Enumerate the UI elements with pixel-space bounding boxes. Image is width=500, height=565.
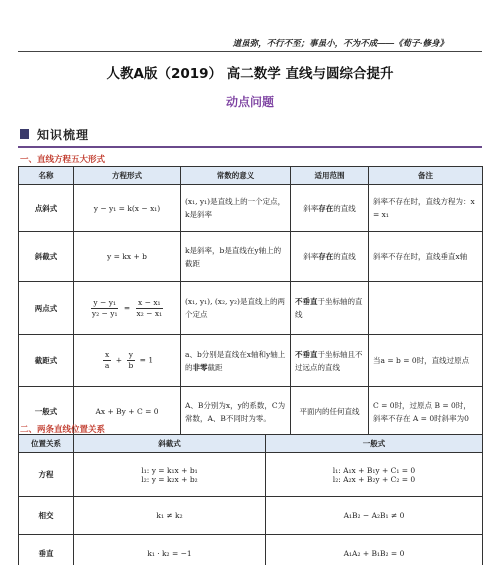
row-general: A₁A₂ + B₁B₂ = 0 — [266, 535, 483, 565]
table-row — [19, 497, 483, 535]
meaning-text: a、b分别是直线在x轴和y轴上的 — [185, 349, 286, 372]
section-divider — [18, 146, 482, 148]
row-scope — [291, 335, 369, 387]
row-name: 垂直 — [19, 535, 74, 565]
equals-one: = 1 — [139, 355, 154, 365]
scope-text: 的直线 — [333, 203, 356, 213]
table-row — [19, 232, 483, 282]
row-slope — [74, 453, 266, 497]
part2-heading: 二、两条直线位置关系 — [20, 425, 106, 435]
scope-emphasis: 存在 — [318, 252, 334, 261]
scope-text: 于坐标轴且不过远点的直线 — [295, 349, 363, 372]
equals-sign: = — [123, 303, 131, 312]
part1-heading: 一、直线方程五大形式 — [20, 155, 106, 165]
table-row — [19, 453, 483, 497]
row-name: 相交 — [19, 497, 74, 535]
general-line: l₂: A₂x + B₂y + C₂ = 0 — [332, 474, 416, 484]
section-title: 知识梳理 — [37, 127, 90, 142]
fraction-denominator: b — [128, 361, 134, 370]
column-header: 方程形式 — [74, 167, 181, 185]
fraction-numerator: x — [105, 350, 110, 359]
table-row — [19, 282, 483, 335]
fraction — [135, 298, 165, 319]
line-relations-table — [18, 434, 483, 565]
row-note: 斜率不存在时，直线方程为：x = x₁ — [369, 185, 483, 232]
slope-line: l₁: y = k₁x + b₁ — [141, 465, 198, 475]
row-form — [74, 282, 181, 335]
plus-sign: + — [115, 355, 123, 365]
table-row — [19, 185, 483, 232]
table-header-row — [19, 435, 483, 453]
scope-text: 斜率 — [303, 203, 319, 213]
page-subtitle: 动点问题 — [225, 95, 274, 109]
fraction — [103, 350, 111, 371]
row-meaning: (x₁, y₁)是直线上的一个定点，k是斜率 — [181, 185, 291, 232]
row-meaning — [181, 335, 291, 387]
row-general — [266, 453, 483, 497]
fraction-denominator: y₂ − y₁ — [91, 308, 118, 318]
line-forms-table — [18, 166, 483, 437]
row-scope — [291, 232, 369, 282]
row-name: 点斜式 — [19, 185, 74, 232]
row-note: C = 0时，过原点 B = 0时，斜率不存在 A = 0时斜率为0 — [369, 387, 483, 437]
row-note: 斜率不存在时，直线垂直x轴 — [369, 232, 483, 282]
scope-text: 于坐标轴的直线 — [295, 297, 363, 319]
column-header: 一般式 — [266, 435, 483, 453]
row-form — [74, 335, 181, 387]
column-header: 名称 — [19, 167, 74, 185]
column-header: 备注 — [369, 167, 483, 185]
column-header: 位置关系 — [19, 435, 74, 453]
row-note — [369, 282, 483, 335]
row-name: 一般式 — [19, 387, 74, 437]
fraction-denominator: x₂ − x₁ — [136, 308, 163, 318]
general-line: l₁: A₁x + B₁y + C₁ = 0 — [332, 465, 416, 475]
bullet-square-icon — [20, 129, 29, 139]
fraction-denominator: a — [104, 361, 110, 370]
fraction-numerator: y − y₁ — [93, 297, 116, 307]
row-meaning: k是斜率，b是直线在y轴上的截距 — [181, 232, 291, 282]
column-header: 斜截式 — [74, 435, 266, 453]
row-form: Ax + By + C = 0 — [74, 387, 181, 437]
row-name: 方程 — [19, 453, 74, 497]
row-meaning: (x₁, y₁), (x₂, y₂)是直线上的两个定点 — [181, 282, 291, 335]
row-form: y − y₁ = k(x − x₁) — [74, 185, 181, 232]
table-row — [19, 335, 483, 387]
scope-emphasis: 存在 — [318, 203, 334, 213]
row-name: 两点式 — [19, 282, 74, 335]
row-slope: k₁ · k₂ = −1 — [74, 535, 266, 565]
column-header: 常数的意义 — [181, 167, 291, 185]
header-divider — [18, 51, 482, 52]
row-meaning: A、B分别为x，y的系数，C为常数，A、B不同时为零。 — [181, 387, 291, 437]
scope-emphasis: 不垂直 — [295, 349, 318, 359]
page-title: 人教A版（2019） 高二数学 直线与圆综合提升 — [106, 66, 394, 82]
fraction — [90, 298, 120, 319]
row-scope: 平面内的任何直线 — [291, 387, 369, 437]
column-header: 适用范围 — [291, 167, 369, 185]
fraction-numerator: y — [128, 350, 133, 359]
row-scope — [291, 185, 369, 232]
meaning-emphasis: 非零 — [192, 362, 208, 372]
section-heading — [20, 126, 89, 142]
table-row — [19, 535, 483, 565]
row-form: y = kx + b — [74, 232, 181, 282]
row-note: 当a = b = 0时，直线过原点 — [369, 335, 483, 387]
table-header-row — [19, 167, 483, 185]
scope-text: 斜率 — [303, 252, 319, 261]
fraction — [126, 350, 135, 371]
fraction-numerator: x − x₁ — [138, 297, 161, 307]
row-name: 截距式 — [19, 335, 74, 387]
row-general: A₁B₂ − A₂B₁ ≠ 0 — [266, 497, 483, 535]
meaning-text: 截距 — [207, 362, 223, 372]
row-name: 斜截式 — [19, 232, 74, 282]
row-scope — [291, 282, 369, 335]
slope-line: l₂: y = k₂x + b₂ — [141, 474, 198, 484]
scope-text: 的直线 — [333, 252, 356, 261]
header-motto: 道虽弥，不行不至；事虽小，不为不成——《荀子·修身》 — [232, 38, 448, 48]
scope-emphasis: 不垂直 — [295, 297, 318, 306]
row-slope: k₁ ≠ k₂ — [74, 497, 266, 535]
